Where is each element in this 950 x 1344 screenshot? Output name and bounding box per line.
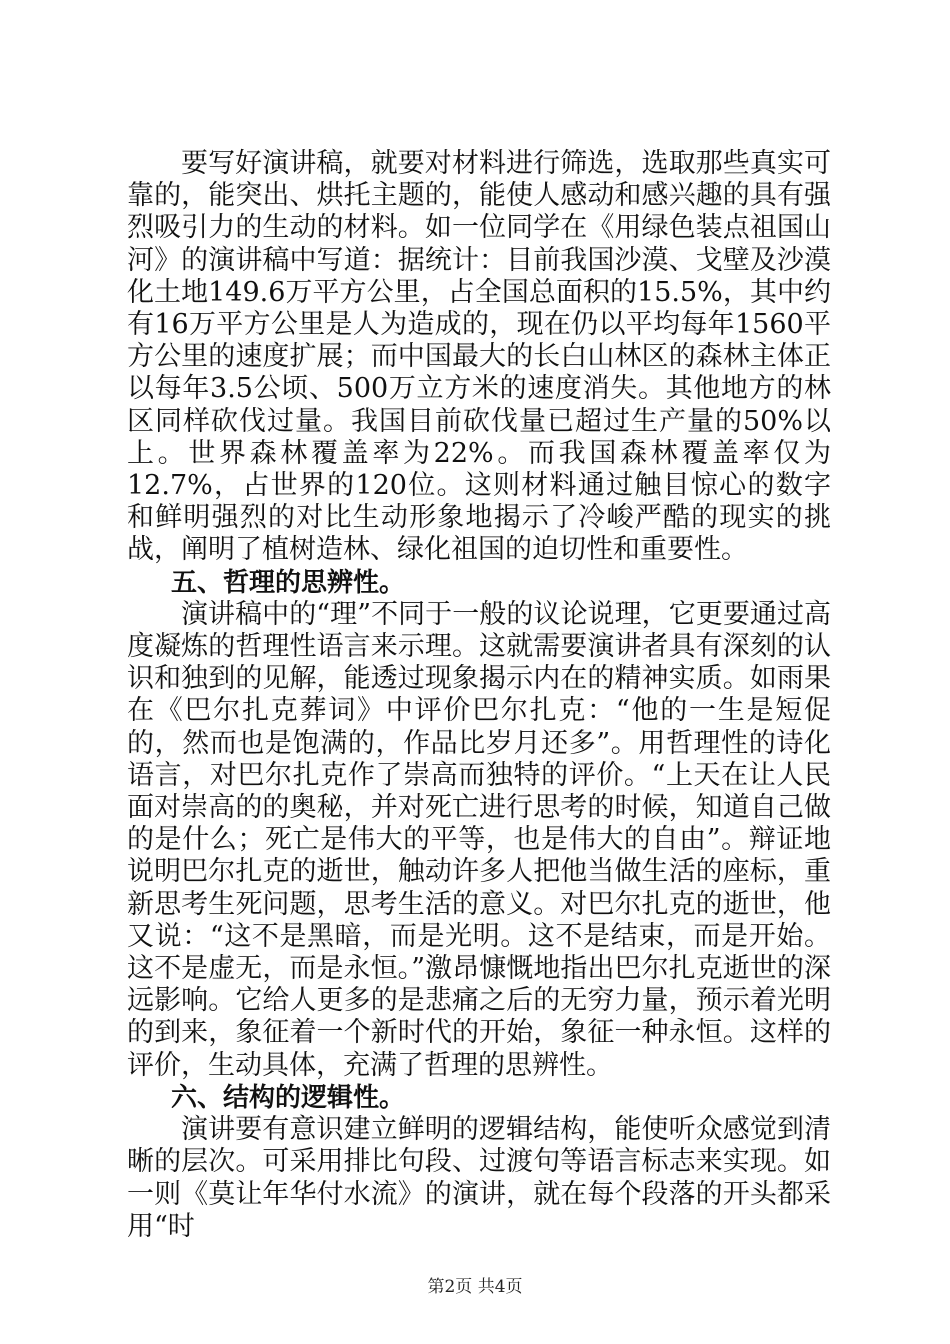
body-paragraph: 演讲要有意识建立鲜明的逻辑结构，能使听众感觉到清晰的层次。可采用排比句段、过渡句等语言标志来实现。如一则《莫让年华付水流》的演讲，就在每个段落的开头都采用“时: [127, 1114, 831, 1242]
document-body: [127, 148, 831, 1243]
body-paragraph: 要写好演讲稿，就要对材料进行筛选，选取那些真实可靠的，能突出、烘托主题的，能使人感动和感兴趣的具有强烈吸引力的生动的材料。如一位同学在《用绿色装点祖国山河》的演讲稿中写道：据统计：目前我国沙漠、戈壁及沙漠化土地149.6万平方公里，占全国总面积的15.5%，其中约有16万平方公里是人为造成的，现在仍以平均每年1560平方公里的速度扩展；而中国最大的长白山林区的森林主体正以每年3.5公顷、500万立方米的速度消失。其他地方的林区同样砍伐过量。我国目前砍伐量已超过生产量的50%以上。世界森林覆盖率为22%。而我国森林覆盖率仅为12.7%，占世界的120位。这则材料通过触目惊心的数字和鲜明强烈的对比生动形象地揭示了冷峻严酷的现实的挑战，阐明了植树造林、绿化祖国的迫切性和重要性。: [127, 148, 831, 566]
section-heading: 六、结构的逻辑性。: [171, 1082, 406, 1113]
page-footer: 第2页 共4页: [427, 1277, 523, 1297]
section-heading: 五、哲理的思辨性。: [171, 567, 406, 598]
body-paragraph: 演讲稿中的“理”不同于一般的议论说理，它更要通过高度凝炼的哲理性语言来示理。这就需要演讲者具有深刻的认识和独到的见解，能透过现象揭示内在的精神实质。如雨果在《巴尔扎克葬词》中评价巴尔扎克：“他的一生是短促的，然而也是饱满的，作品比岁月还多”。用哲理性的诗化语言，对巴尔扎克作了崇高而独特的评价。“上天在让人民面对崇高的的奥秘，并对死亡进行思考的时候，知道自己做的是什么；死亡是伟大的平等，也是伟大的自由”。辩证地说明巴尔扎克的逝世，触动许多人把他当做生活的座标，重新思考生死问题，思考生活的意义。对巴尔扎克的逝世，他又说：“这不是黑暗，而是光明。这不是结束，而是开始。这不是虚无，而是永恒。”激昂慷慨地指出巴尔扎克逝世的深远影响。它给人更多的是悲痛之后的无穷力量，预示着光明的到来，象征着一个新时代的开始，象征一种永恒。这样的评价，生动具体，充满了哲理的思辨性。: [127, 598, 831, 1081]
